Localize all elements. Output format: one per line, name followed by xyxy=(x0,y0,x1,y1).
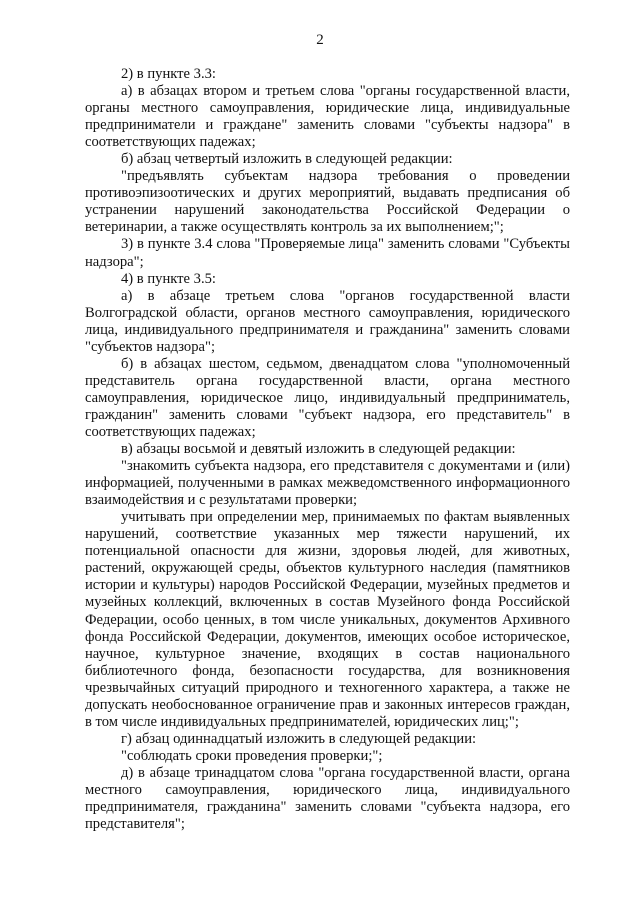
paragraph: а) в абзацах втором и третьем слова "органы государственной власти, органы местного самоуправления, юридические лица, индивидуальные предприниматели и граждане" заменить словами "субъекты надзора" в соответствующих падежах; xyxy=(85,83,570,151)
paragraph: "соблюдать сроки проведения проверки;"; xyxy=(121,747,383,764)
paragraph: учитывать при определении мер, принимаемых по фактам выявленных нарушений, соответствие указанных мер тяжести нарушений, их потенциальной опасности для жизни, здоровья людей, для животных, растений, окружающей среды, объектов культурного наследия (памятников истории и культуры) народов Российской Федерации, музейных предметов и музейных коллекций, включенных в состав Музейного фонда Российской Федерации, особо ценных, в том числе уникальных, документов Архивного фонда Российской Федерации, документов, имеющих особое историческое, научное, культурное значение, входящих в состав национального библиотечного фонда, безопасности государства, для возникновения чрезвычайных ситуаций природного и техногенного характера, а также не допускать необоснованное ограничение прав и законных интересов граждан, в том числе индивидуальных предпринимателей, юридических лиц;"; xyxy=(85,509,570,730)
paragraph: в) абзацы восьмой и девятый изложить в следующей редакции: xyxy=(121,441,516,458)
page-number: 2 xyxy=(316,32,324,48)
document-body xyxy=(85,66,570,833)
paragraph: б) в абзацах шестом, седьмом, двенадцатом слова "уполномоченный представитель органа государственной власти, органа местного самоуправления, юридическое лицо, индивидуальный предприниматель, гражданин" заменить словами "субъект надзора, его представитель" в соответствующих падежах; xyxy=(85,355,570,440)
paragraph: г) абзац одиннадцатый изложить в следующей редакции: xyxy=(121,730,477,747)
paragraph: "знакомить субъекта надзора, его представителя с документами и (или) информацией, полученными в рамках межведомственного информационного взаимодействия и с результатами проверки; xyxy=(85,458,570,509)
paragraph: 4) в пункте 3.5: xyxy=(121,270,216,287)
paragraph: 2) в пункте 3.3: xyxy=(121,66,216,82)
paragraph: 3) в пункте 3.4 слова "Проверяемые лица" заменить словами "Субъекты надзора"; xyxy=(85,236,570,270)
paragraph: а) в абзаце третьем слова "органов государственной власти Волгоградской области, органов местного самоуправления, юридического лица, индивидуального предпринимателя и гражданина" заменить словами "субъектов надзора"; xyxy=(85,287,570,355)
paragraph: б) абзац четвертый изложить в следующей редакции: xyxy=(121,151,453,168)
paragraph: "предъявлять субъектам надзора требования о проведении противоэпизоотических и других мероприятий, выдавать предписания об устранении нарушений законодательства Российской Федерации о ветеринарии, а также осуществлять контроль за их выполнением;"; xyxy=(85,168,570,236)
paragraph: д) в абзаце тринадцатом слова "органа государственной власти, органа местного самоуправления, юридического лица, индивидуального предпринимателя, гражданина" заменить словами "субъекта надзора, его представителя"; xyxy=(85,764,570,833)
